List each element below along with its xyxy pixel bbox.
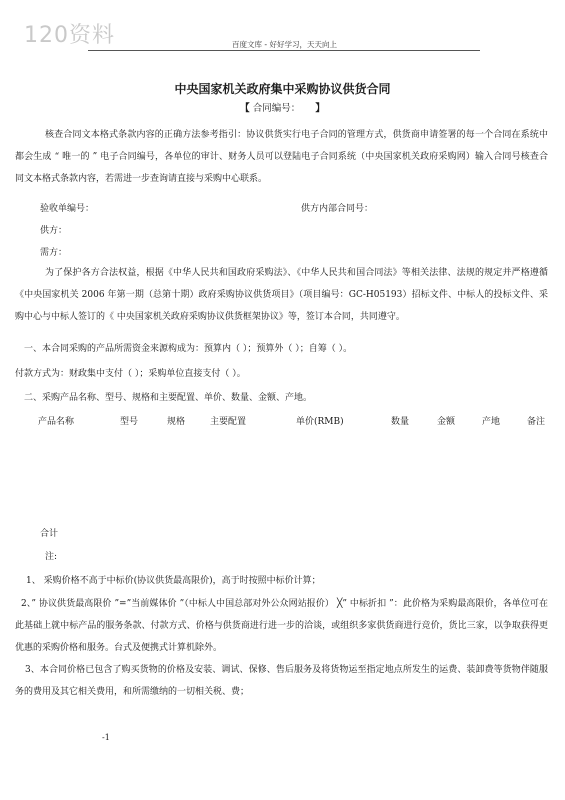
document-title: 中央国家机关政府集中采购协议供货合同 <box>174 82 391 96</box>
note-label: 注: <box>45 552 58 562</box>
note-2: 2、” 协议供货最高限价 ”=”当前媒体价 ”（中标人中国总部对外公众网站报价） ╳” 中标折扣 ”：此价格为采购最高限价，各单位可在此基础上就中标产品的服务条款、付款方式、价格与供货商进行进一步的洽谈，或组织多家供货商进行竞价，货比三家，以争取获得更优惠的采购价格和服务。台式及便携式计算机除外。 <box>15 599 548 653</box>
bracket-close: 】 <box>315 103 325 114</box>
supplier-internal-number-label: 供方内部合同号： <box>301 204 374 214</box>
column-header-spec: 规格 <box>167 417 186 427</box>
column-header-unit-price: 单价(RMB) <box>296 417 344 427</box>
watermark-logo: 120资料 <box>24 23 115 48</box>
column-header-origin: 产地 <box>482 417 501 427</box>
supplier-label: 供方： <box>40 226 68 236</box>
column-header-remark: 备注 <box>527 417 546 427</box>
column-header-model: 型号 <box>120 417 139 427</box>
column-header-product-name: 产品名称 <box>38 417 75 427</box>
column-header-amount: 金额 <box>437 417 456 427</box>
buyer-label: 需方： <box>40 248 68 258</box>
total-label: 合计 <box>40 529 59 539</box>
contract-number-label: 合同编号： <box>252 103 301 114</box>
note-1: 1、 采购价格不高于中标价(协议供货最高限价)，高于时按照中标价计算； <box>26 576 321 586</box>
clause-1: 一、本合同采购的产品所需资金来源构成为：预算内（ ）；预算外（ ）；自筹（ ）。 <box>24 344 353 354</box>
note-3: 3、本合同价格已包含了购买货物的价格及安装、调试、保修、售后服务及将货物运至指定地点所发生的运费、装卸费等货物伴随服务的费用及其它相关费用，和所需缴纳的一切相关税、费； <box>15 665 548 697</box>
acceptance-number-label: 验收单编号： <box>40 204 95 214</box>
page-header: 百度文库 - 好好学习，天天向上 <box>232 40 337 49</box>
bracket-open: 【 <box>240 103 250 114</box>
contract-number <box>0 100 565 114</box>
clause-2: 二、采购产品名称、型号、规格和主要配置、单价、数量、金额、产地。 <box>24 393 313 403</box>
intro-paragraph: 核查合同文本格式条款内容的正确方法参考指引：协议供货实行电子合同的管理方式，供货商申请签署的每一个合同在系统中都会生成 “ 唯一的 ” 电子合同编号，各单位的审计、财务人员可以登陆电子合同系统（中央国家机关政府采购网）输入合同号核查合同文本格式条款内容，若需进一步查询请直接与采购中心联系。 <box>15 130 548 184</box>
page-number: -1 <box>102 733 110 742</box>
payment-method: 付款方式为：财政集中支付（ ）；采购单位直接支付（ ）。 <box>15 369 246 379</box>
column-header-quantity: 数量 <box>391 417 410 427</box>
column-header-config: 主要配置 <box>210 417 247 427</box>
preamble-paragraph: 为了保护各方合法权益，根据《中华人民共和国政府采购法》、《中华人民共和国合同法》等相关法律、法规的规定并严格遵循《中央国家机关 2006 年第一期（总第十期）政府采购协议供货项目》（项目编号：GC-H05193）招标文件、中标人的投标文件、采购中心与中标人签订的《 中央国家机关政府采购协议供货框架协议》等，签订本合同，共同遵守。 <box>15 268 548 322</box>
header-rule <box>88 50 480 51</box>
